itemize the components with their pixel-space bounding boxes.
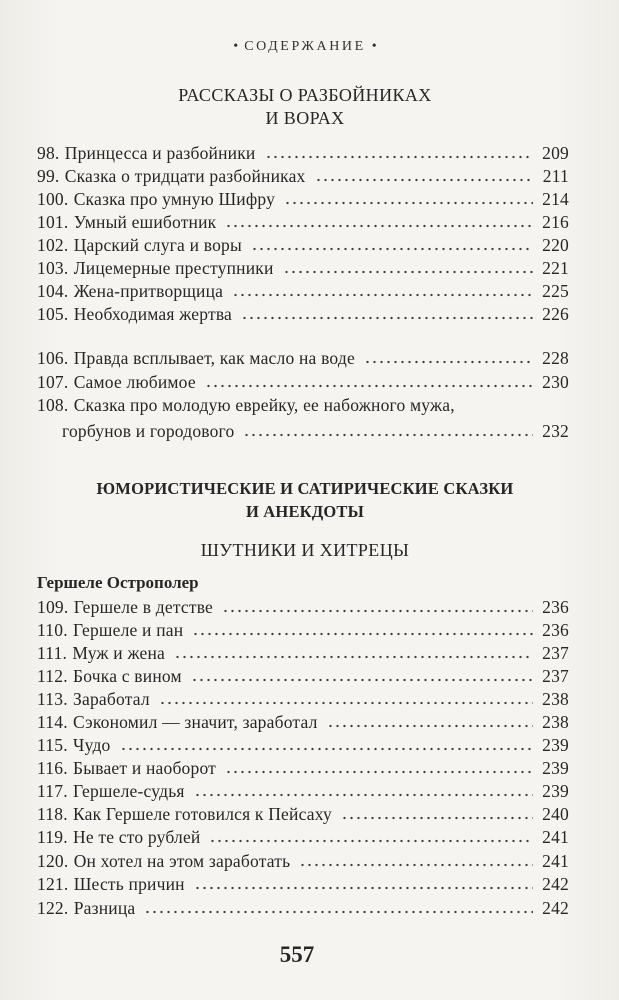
entry-title: Бочка с вином xyxy=(73,666,182,686)
dot-leader xyxy=(265,141,534,165)
entry-page-number: 241 xyxy=(542,851,569,871)
entry-title: Самое любимое xyxy=(73,372,196,392)
toc-entry xyxy=(37,849,569,873)
dot-leader xyxy=(232,279,533,303)
entry-page-number: 241 xyxy=(542,827,569,847)
entry-number: 98. xyxy=(37,143,60,163)
dot-leader xyxy=(341,802,533,826)
toc-entry xyxy=(37,802,569,826)
entry-page-number: 239 xyxy=(542,735,569,755)
entry-number: 112. xyxy=(37,666,68,686)
entry-page-number: 214 xyxy=(542,189,569,209)
toc-entry xyxy=(37,779,569,803)
entry-number: 103. xyxy=(37,258,69,278)
entry-page-number: 240 xyxy=(542,804,569,824)
dot-leader xyxy=(364,346,533,370)
toc-entry xyxy=(37,664,569,688)
entry-number: 121. xyxy=(37,874,69,894)
group-heading: Гершеле Острополер xyxy=(37,573,199,592)
entry-page-number: 232 xyxy=(542,421,569,441)
entry-number: 100. xyxy=(37,189,69,209)
entry-page-number: 238 xyxy=(542,712,569,732)
dot-leader xyxy=(222,595,533,619)
entry-title: Сказка о тридцати разбойниках xyxy=(64,166,306,186)
toc-entry xyxy=(37,756,569,780)
entry-title: Гершеле и пан xyxy=(73,620,184,640)
toc-entry xyxy=(37,346,569,370)
running-header xyxy=(37,35,573,59)
toc-entry xyxy=(37,187,569,211)
dot-leader xyxy=(209,825,533,849)
dot-leader xyxy=(120,733,534,757)
dot-leader xyxy=(194,779,534,803)
toc-entry xyxy=(37,210,569,234)
dot-leader xyxy=(159,687,533,711)
entry-page-number: 226 xyxy=(542,304,569,324)
dot-leader xyxy=(191,664,533,688)
entry-number: 107. xyxy=(37,372,69,392)
entry-number: 102. xyxy=(37,235,69,255)
dot-leader xyxy=(174,641,533,665)
dot-leader xyxy=(251,233,533,257)
entry-page-number: 239 xyxy=(542,781,569,801)
entry-page-number: 225 xyxy=(542,281,569,301)
section-title-humor-line-1: ЮМОРИСТИЧЕСКИЕ И САТИРИЧЕСКИЕ СКАЗКИ xyxy=(96,479,514,498)
toc-entry xyxy=(37,141,569,165)
toc-entry xyxy=(37,164,569,188)
subsection-title: ШУТНИКИ И ХИТРЕЦЫ xyxy=(200,540,410,560)
toc-entry xyxy=(37,595,569,619)
toc-entry xyxy=(37,710,569,734)
entry-number: 106. xyxy=(37,348,69,368)
entry-title: Не те сто рублей xyxy=(73,827,201,847)
toc-entry xyxy=(37,872,569,896)
entry-title: Шесть причин xyxy=(73,874,185,894)
entry-page-number: 242 xyxy=(542,874,569,894)
entry-number: 105. xyxy=(37,304,69,324)
entry-page-number: 236 xyxy=(542,597,569,617)
toc-entry xyxy=(37,733,569,757)
entry-title: Муж и жена xyxy=(72,643,166,663)
entry-number: 119. xyxy=(37,827,68,847)
entry-page-number: 238 xyxy=(542,689,569,709)
entry-number: 118. xyxy=(37,804,68,824)
dot-leader xyxy=(144,896,533,920)
dot-leader xyxy=(284,187,533,211)
entry-title-continuation: горбунов и городового xyxy=(62,421,235,441)
entry-page-number: 236 xyxy=(542,620,569,640)
entry-page-number: 216 xyxy=(542,212,569,232)
entry-title: Чудо xyxy=(73,735,111,755)
dot-leader xyxy=(225,210,533,234)
entry-title: Гершеле-судья xyxy=(73,781,185,801)
dot-leader xyxy=(194,872,533,896)
entry-number: 116. xyxy=(37,758,68,778)
entry-title: Сэкономил — значит, заработал xyxy=(73,712,318,732)
entry-number: 122. xyxy=(37,898,69,918)
entry-number: 110. xyxy=(37,620,68,640)
entry-title: Принцесса и разбойники xyxy=(64,143,256,163)
entry-page-number: 242 xyxy=(542,898,569,918)
toc-entry xyxy=(37,370,569,394)
entry-number: 117. xyxy=(37,781,68,801)
dot-leader xyxy=(283,256,534,280)
entry-number: 99. xyxy=(37,166,60,186)
dot-leader xyxy=(327,710,534,734)
entry-title: Заработал xyxy=(73,689,150,709)
entry-page-number: 239 xyxy=(542,758,569,778)
entry-number: 104. xyxy=(37,281,69,301)
toc-entry xyxy=(37,641,569,665)
entry-number: 101. xyxy=(37,212,69,232)
entry-title: Жена-притворщица xyxy=(73,281,224,301)
dot-leader xyxy=(192,618,533,642)
entry-page-number: 211 xyxy=(542,166,569,186)
toc-entry xyxy=(37,302,569,326)
entry-number: 114. xyxy=(37,712,68,732)
entry-page-number: 237 xyxy=(542,643,569,663)
entry-title: Царский слуга и воры xyxy=(73,235,242,255)
entry-page-number: 237 xyxy=(542,666,569,686)
entry-number: 113. xyxy=(37,689,68,709)
entry-number: 108. xyxy=(37,395,69,415)
entry-title: Сказка про умную Шифру xyxy=(73,189,276,209)
entry-number: 111. xyxy=(37,643,68,663)
entry-page-number: 209 xyxy=(542,143,569,163)
toc-entry xyxy=(37,687,569,711)
entry-page-number: 221 xyxy=(542,258,569,278)
entry-number: 109. xyxy=(37,597,69,617)
dot-leader xyxy=(299,849,533,873)
entry-title: Умный ешиботник xyxy=(73,212,217,232)
dot-leader xyxy=(243,419,533,443)
header-bullet-right: • xyxy=(371,39,377,54)
section-title-robbers-line-1: РАССКАЗЫ О РАЗБОЙНИКАХ xyxy=(178,85,432,105)
dot-leader xyxy=(205,370,533,394)
entry-number: 115. xyxy=(37,735,68,755)
running-header-title: СОДЕРЖАНИЕ xyxy=(244,39,366,54)
entry-title: Правда всплывает, как масло на воде xyxy=(73,348,355,368)
entry-title: Гершеле в детстве xyxy=(73,597,214,617)
toc-entry xyxy=(37,233,569,257)
toc-entry xyxy=(37,896,569,920)
entry-title: Сказка про молодую еврейку, ее набожного мужа, xyxy=(73,395,455,415)
entry-page-number: 228 xyxy=(542,348,569,368)
dot-leader xyxy=(225,756,533,780)
dot-leader xyxy=(315,164,534,188)
dot-leader xyxy=(241,302,533,326)
page-number: 557 xyxy=(279,942,315,967)
toc-entry-continuation xyxy=(62,419,569,443)
entry-title: Лицемерные преступники xyxy=(73,258,274,278)
section-title-robbers-line-2: И ВОРАХ xyxy=(265,108,345,128)
toc-entry xyxy=(37,618,569,642)
toc-entry xyxy=(37,393,569,417)
entry-title: Как Гершеле готовился к Пейсаху xyxy=(73,804,332,824)
entry-page-number: 220 xyxy=(542,235,569,255)
entry-title: Он хотел на этом заработать xyxy=(73,851,291,871)
entry-page-number: 230 xyxy=(542,372,569,392)
toc-entry xyxy=(37,279,569,303)
toc-entry xyxy=(37,256,569,280)
entry-title: Бывает и наоборот xyxy=(73,758,217,778)
toc-entry xyxy=(37,825,569,849)
entry-title: Разница xyxy=(73,898,136,918)
entry-number: 120. xyxy=(37,851,69,871)
header-bullet-left: • xyxy=(233,39,239,54)
section-title-humor-line-2: И АНЕКДОТЫ xyxy=(245,502,365,521)
entry-title: Необходимая жертва xyxy=(73,304,233,324)
